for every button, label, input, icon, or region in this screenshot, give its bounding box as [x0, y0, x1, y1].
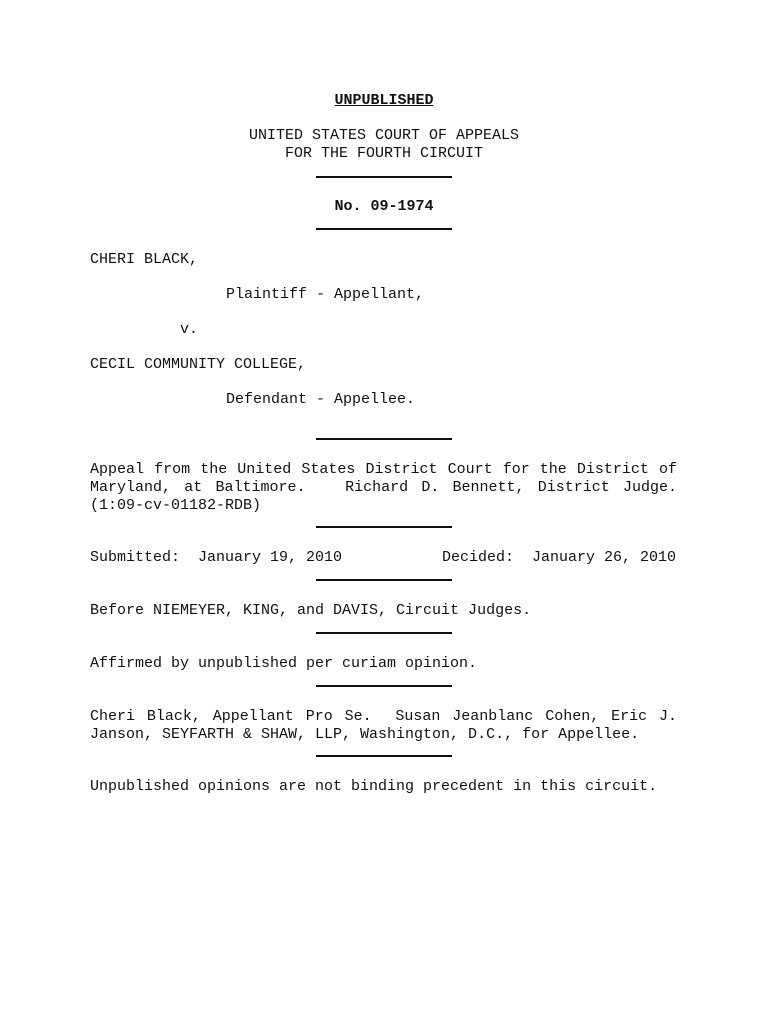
divider-rule — [316, 755, 452, 757]
counsel-line1: Cheri Black, Appellant Pro Se. Susan Jeanblanc Cohen, Eric J. — [90, 708, 677, 725]
submitted-date: Submitted: January 19, 2010 — [90, 549, 343, 566]
divider-rule — [316, 438, 452, 440]
appeal-text-line2: Maryland, at Baltimore. Richard D. Bennett, District Judge. — [90, 479, 677, 496]
panel-judges: Before NIEMEYER, KING, and DAVIS, Circuit Judges. — [90, 602, 532, 619]
court-name-line1: UNITED STATES COURT OF APPEALS — [248, 127, 520, 144]
docket-number: (1:09-cv-01182-RDB) — [90, 497, 262, 514]
disposition-text: Affirmed by unpublished per curiam opinion. — [90, 655, 478, 672]
counsel-line2: Janson, SEYFARTH & SHAW, LLP, Washington, D.C., for Appellee. — [90, 726, 640, 743]
case-number: No. 09-1974 — [334, 198, 434, 215]
unpublished-heading: UNPUBLISHED — [334, 92, 434, 109]
plaintiff-name: CHERI BLACK, — [90, 251, 199, 268]
defendant-name: CECIL COMMUNITY COLLEGE, — [90, 356, 307, 373]
divider-rule — [316, 526, 452, 528]
divider-rule — [316, 685, 452, 687]
appeal-text-line1: Appeal from the United States District Court for the District of — [90, 461, 677, 478]
divider-rule — [316, 579, 452, 581]
divider-rule — [316, 632, 452, 634]
defendant-role: Defendant - Appellee. — [226, 391, 416, 408]
versus-label: v. — [180, 321, 199, 338]
decided-date: Decided: January 26, 2010 — [442, 549, 677, 566]
divider-rule — [316, 228, 452, 230]
precedent-notice: Unpublished opinions are not binding precedent in this circuit. — [90, 778, 658, 795]
plaintiff-role: Plaintiff - Appellant, — [226, 286, 425, 303]
court-name-line2: FOR THE FOURTH CIRCUIT — [284, 145, 484, 162]
divider-rule — [316, 176, 452, 178]
